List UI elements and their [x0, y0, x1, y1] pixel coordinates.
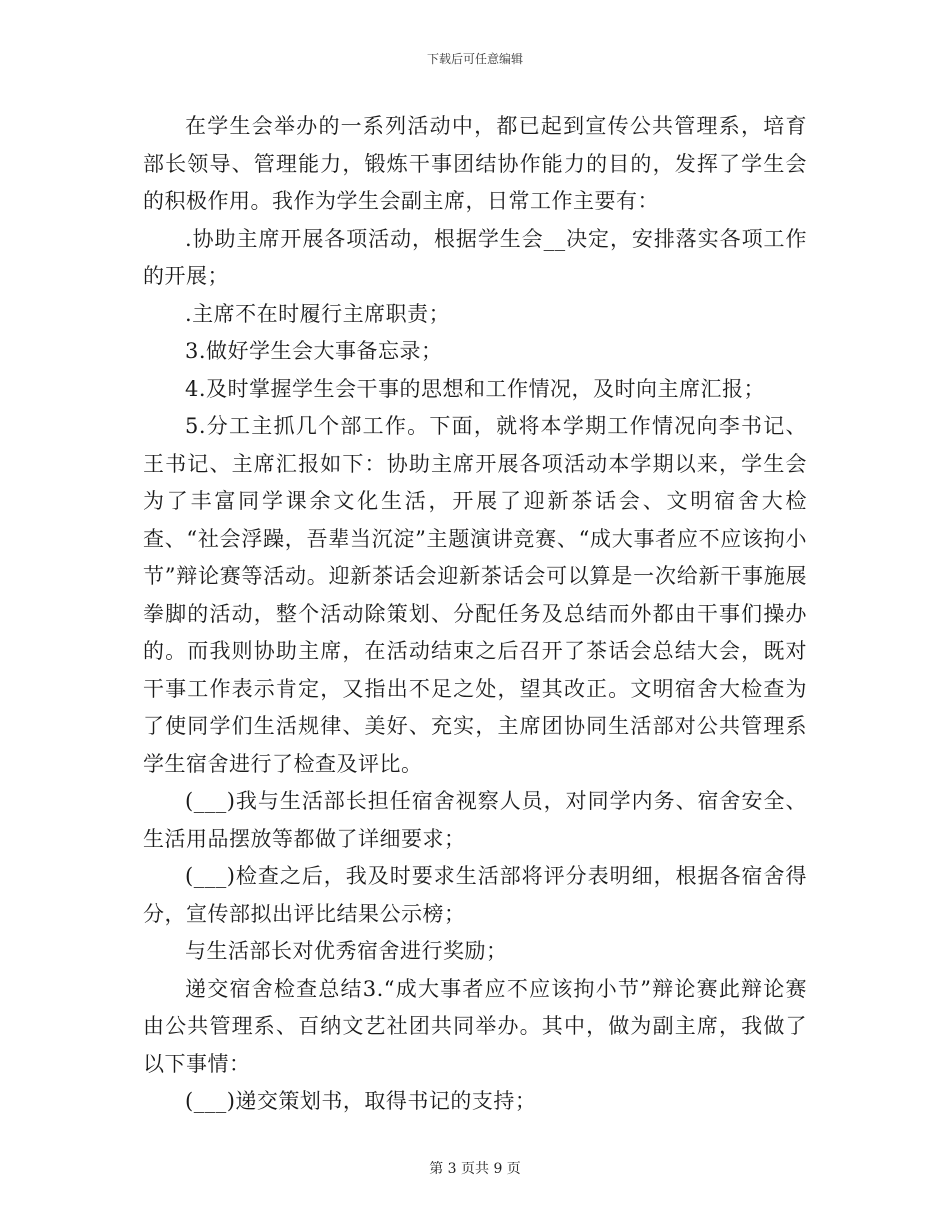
paragraph: 递交宿舍检查总结3.“成大事者应不应该拘小节”辩论赛此辩论赛由公共管理系、百纳文艺社团共同举办。其中，做为副主席，我做了以下事情：	[143, 976, 807, 1076]
paragraph: .协助主席开展各项活动，根据学生会__决定，安排落实各项工作的开展；	[143, 226, 807, 288]
paragraph: .主席不在时履行主席职责；	[185, 301, 451, 326]
paragraph: 在学生会举办的一系列活动中，都已起到宣传公共管理系，培育部长领导、管理能力，锻炼干事团结协作能力的目的，发挥了学生会的积极作用。我作为学生会副主席，日常工作主要有：	[143, 114, 807, 213]
document-body	[143, 108, 807, 1121]
paragraph: 与生活部长对优秀宿舍进行奖励；	[185, 939, 508, 963]
page-header-note: 下载后可任意编辑	[426, 52, 523, 66]
page-number: 第 3 页共 9 页	[429, 1161, 521, 1177]
paragraph: 3.做好学生会大事备忘录；	[185, 339, 443, 363]
paragraph: (___)递交策划书，取得书记的支持；	[185, 1089, 537, 1113]
paragraph: (___)我与生活部长担任宿舍视察人员，对同学内务、宿舍安全、生活用品摆放等都做了详细要求；	[143, 789, 807, 851]
paragraph: 5.分工主抓几个部工作。下面，就将本学期工作情况向李书记、王书记、主席汇报如下：协助主席开展各项活动本学期以来，学生会为了丰富同学课余文化生活，开展了迎新茶话会、文明宿舍大检查、“社会浮躁，吾辈当沉淀”主题演讲竞赛、“成大事者应不应该拘小节”辩论赛等活动。迎新茶话会迎新茶话会可以算是一次给新干事施展拳脚的活动，整个活动除策划、分配任务及总结而外都由干事们操办的。而我则协助主席，在活动结束之后召开了茶话会总结大会，既对干事工作表示肯定，又指出不足之处，望其改正。文明宿舍大检查为了使同学们生活规律、美好、充实，主席团协同生活部对公共管理系学生宿舍进行了检查及评比。	[143, 414, 807, 776]
paragraph: (___)检查之后，我及时要求生活部将评分表明细，根据各宿舍得分，宣传部拟出评比结果公示榜；	[143, 864, 807, 926]
paragraph: 4.及时掌握学生会干事的思想和工作情况，及时向主席汇报；	[185, 376, 766, 401]
